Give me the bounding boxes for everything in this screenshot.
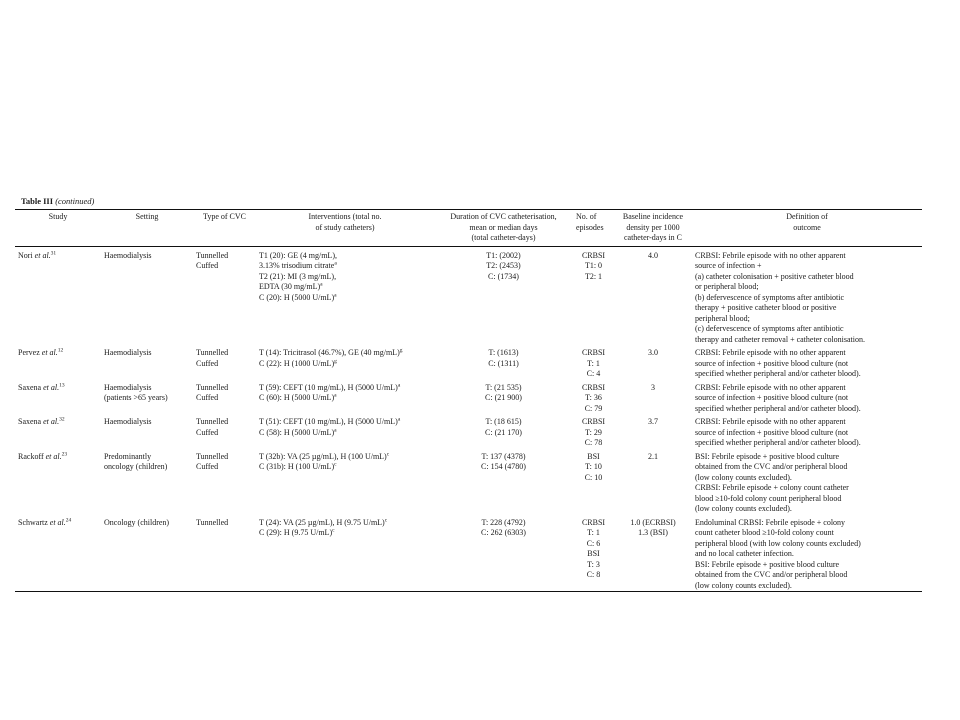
study-ref: 24: [65, 516, 72, 523]
header-line: density per 1000: [626, 222, 680, 232]
cell-setting: [101, 515, 193, 592]
intervention-text: C (58): H (5000 U/mL): [259, 427, 335, 437]
cell-duration: [434, 414, 573, 449]
footnote-mark: c: [334, 461, 337, 468]
cvc-line: Cuffed: [196, 261, 219, 270]
definition-line: CRBSI: Febrile episode with no other apparent: [695, 250, 846, 260]
intervention-text: C (31b): H (100 U/mL): [259, 462, 335, 471]
definition-line: peripheral blood;: [695, 313, 750, 323]
table-row: [15, 380, 922, 415]
cell-definition: [692, 414, 922, 449]
intervention-text: C (20): H (5000 U/mL): [259, 292, 335, 302]
cell-cvc-type: [193, 345, 256, 380]
cell-interventions: [256, 246, 434, 345]
episode-line: T: 10: [585, 462, 602, 471]
cell-cvc-type: [193, 515, 256, 592]
study-author: Saxena: [18, 382, 42, 392]
table-row: [15, 246, 922, 345]
cell-interventions: [256, 345, 434, 380]
footnote-mark: a: [320, 281, 323, 288]
intervention-line: [259, 528, 431, 539]
footnote-mark: c: [384, 516, 388, 523]
episode-line: CRBSI: [581, 517, 606, 527]
episode-line: C: 8: [586, 570, 601, 579]
intervention-text: C (60): H (5000 U/mL): [259, 393, 335, 402]
study-author: Saxena: [18, 417, 42, 426]
cell-cvc-type: [193, 380, 256, 415]
header-line: Interventions (total no.: [308, 212, 382, 221]
definition-line: (a) catheter colonisation + positive catheter blood: [695, 271, 854, 281]
cell-duration: [434, 515, 573, 592]
cell-baseline: [614, 246, 692, 345]
intervention-line: [259, 393, 431, 404]
cell-cvc-type: [193, 449, 256, 515]
cell-episodes: [573, 345, 614, 380]
footnote-mark: a: [334, 392, 337, 399]
definition-line: therapy and catheter removal + catheter colonisation.: [695, 334, 865, 344]
intervention-text: 3.13% trisodium citrate: [259, 261, 335, 270]
intervention-line: [259, 348, 431, 359]
intervention-line: [259, 293, 431, 304]
intervention-text: T (24): VA (25 µg/mL), H (9.75 U/mL): [259, 517, 385, 527]
episode-line: BSI: [587, 549, 600, 558]
duration-line: T: (1613): [488, 348, 519, 357]
episode-line: CRBSI: [581, 250, 606, 260]
duration-line: T1: (2002): [486, 250, 521, 260]
episode-line: C: 4: [586, 369, 601, 378]
episode-line: C: 6: [586, 538, 601, 548]
study-etal: et al.: [43, 417, 60, 426]
footnote-mark: a: [397, 381, 401, 388]
cell-study: [15, 380, 101, 415]
baseline-line: 1.3 (BSI): [638, 528, 668, 537]
cvc-line: Tunnelled: [196, 348, 229, 357]
baseline-line: 4.0: [648, 250, 658, 260]
header-line: Definition of: [786, 212, 828, 221]
table-row: [15, 345, 922, 380]
definition-line: (low colony counts excluded).: [695, 472, 792, 482]
intervention-line: [259, 462, 431, 473]
intervention-line: [259, 518, 431, 529]
intervention-line: [259, 359, 431, 370]
cell-interventions: [256, 380, 434, 415]
definition-line: Endoluminal CRBSI: Febrile episode + colony: [695, 517, 846, 527]
table-continued-note: (continued): [55, 196, 95, 206]
baseline-line: 2.1: [648, 451, 658, 461]
definition-line: source of infection + positive blood culture (not: [695, 358, 849, 368]
study-author: Pervez: [18, 348, 40, 357]
cell-baseline: [614, 515, 692, 592]
study-etal: et al.: [45, 451, 62, 461]
episode-line: T2: 1: [584, 271, 603, 281]
table-body: [15, 246, 922, 592]
cvc-line: Cuffed: [196, 393, 219, 402]
table-caption: [21, 196, 94, 206]
intervention-line: [259, 428, 431, 439]
definition-line: peripheral blood (with low colony counts excluded): [695, 538, 861, 548]
cell-baseline: [614, 380, 692, 415]
cell-setting: [101, 246, 193, 345]
baseline-line: 3: [651, 382, 655, 392]
header-line: (total catheter-days): [471, 233, 536, 242]
cvc-line: Tunnelled: [196, 250, 229, 260]
intervention-line: [259, 452, 431, 463]
definition-line: count catheter blood ≥10-fold colony count: [695, 528, 834, 537]
header-line: catheter-days in C: [623, 233, 683, 242]
setting-line: Oncology (children): [104, 517, 170, 527]
header-line: of study catheters): [315, 222, 375, 232]
intervention-text: T (32b): VA (25 µg/mL), H (100 U/mL): [259, 451, 387, 461]
cell-study: [15, 345, 101, 380]
study-ref: 23: [61, 450, 68, 457]
setting-line: Haemodialysis: [104, 250, 152, 260]
definition-line: (c) defervescence of symptoms after antibiotic: [695, 324, 844, 333]
cell-setting: [101, 414, 193, 449]
setting-line: Haemodialysis: [104, 382, 152, 392]
intervention-line: [259, 383, 431, 394]
header-line: No. of: [576, 212, 597, 221]
episode-line: T: 3: [587, 559, 600, 569]
episode-line: T: 36: [585, 393, 602, 402]
footnote-mark: a: [334, 291, 337, 298]
definition-line: source of infection +: [695, 261, 762, 270]
cell-duration: [434, 246, 573, 345]
cell-baseline: [614, 345, 692, 380]
cell-episodes: [573, 414, 614, 449]
definition-line: CRBSI: Febrile episode + colony count catheter: [695, 483, 849, 492]
episode-line: C: 79: [584, 403, 603, 413]
episode-line: T: 1: [587, 358, 600, 368]
definition-line: BSI: Febrile episode + positive blood culture: [695, 559, 840, 569]
intervention-text: T (51): CEFT (10 mg/mL), H (5000 U/mL): [259, 417, 398, 426]
footnote-mark: g: [334, 357, 337, 364]
intervention-text: T1 (20): GE (4 mg/mL),: [259, 250, 337, 260]
cvc-line: Cuffed: [196, 358, 219, 368]
header-study: Study: [48, 212, 68, 221]
header-line: episodes: [576, 222, 604, 232]
study-author: Rackoff: [18, 451, 44, 461]
duration-line: C: (21 170): [485, 427, 522, 437]
header-interventions: [256, 210, 434, 247]
cell-baseline: [614, 449, 692, 515]
cell-definition: [692, 380, 922, 415]
cvc-line: Tunnelled: [196, 417, 229, 426]
baseline-line: 3.7: [648, 417, 658, 426]
duration-line: T: 228 (4792): [481, 517, 526, 527]
duration-line: T: (21 535): [485, 382, 522, 392]
intervention-text: T (59): CEFT (10 mg/mL), H (5000 U/mL): [259, 382, 398, 392]
cell-cvc-type: [193, 414, 256, 449]
study-etal: et al.: [34, 250, 51, 260]
duration-line: C: 154 (4780): [481, 462, 526, 471]
definition-line: (b) defervescence of symptoms after antibiotic: [695, 292, 845, 302]
intervention-text: EDTA (30 mg/mL): [259, 282, 321, 291]
definition-line: therapy + positive catheter blood or positive: [695, 303, 837, 312]
intervention-text: T2 (21): MI (3 mg/mL),: [259, 271, 337, 281]
intervention-line: [259, 272, 431, 283]
cvc-line: Cuffed: [196, 427, 219, 437]
header-row: [15, 210, 922, 247]
footnote-mark: c: [386, 450, 390, 457]
cell-study: [15, 449, 101, 515]
cell-setting: [101, 345, 193, 380]
episode-line: CRBSI: [581, 417, 606, 426]
footnote-mark: c: [332, 527, 335, 534]
cell-interventions: [256, 414, 434, 449]
intervention-line: [259, 251, 431, 262]
cell-episodes: [573, 380, 614, 415]
duration-line: C: (21 900): [485, 393, 522, 402]
intervention-line: [259, 417, 431, 428]
cvc-line: Tunnelled: [196, 451, 229, 461]
header-definition: [692, 210, 922, 247]
intervention-text: C (22): H (1000 U/mL): [259, 358, 335, 368]
header-setting: Setting: [135, 212, 159, 221]
study-author: Nori: [18, 250, 33, 260]
episode-line: T1: 0: [584, 261, 603, 270]
definition-line: CRBSI: Febrile episode with no other apparent: [695, 417, 846, 426]
baseline-line: 3.0: [648, 348, 658, 357]
header-episodes: [573, 210, 614, 247]
table-label: Table III: [21, 196, 54, 206]
study-ref: 31: [50, 249, 57, 256]
definition-line: (low colony counts excluded).: [695, 504, 792, 513]
cell-episodes: [573, 246, 614, 345]
episode-line: C: 78: [584, 438, 603, 447]
definition-line: specified whether peripheral and/or catheter blood).: [695, 438, 861, 447]
definition-line: (low colony counts excluded).: [695, 580, 792, 590]
header-duration: [434, 210, 573, 247]
definition-line: specified whether peripheral and/or catheter blood).: [695, 403, 861, 413]
baseline-line: 1.0 (ECRBSI): [630, 517, 676, 527]
header-line: outcome: [793, 222, 821, 232]
footnote-mark: a: [334, 426, 337, 433]
episode-line: BSI: [587, 451, 600, 461]
cell-study: [15, 515, 101, 592]
header-line: Duration of CVC catheterisation,: [450, 212, 557, 221]
cvc-line: Tunnelled: [196, 382, 229, 392]
study-etal: et al.: [41, 348, 58, 357]
episode-line: CRBSI: [581, 382, 606, 392]
cell-definition: [692, 515, 922, 592]
definition-line: specified whether peripheral and/or catheter blood).: [695, 369, 861, 378]
cell-definition: [692, 246, 922, 345]
cvc-line: Cuffed: [196, 462, 219, 471]
cell-baseline: [614, 414, 692, 449]
duration-line: T: (18 615): [485, 417, 522, 426]
table-row: [15, 449, 922, 515]
study-ref: 32: [59, 416, 65, 423]
cell-interventions: [256, 449, 434, 515]
definition-line: obtained from the CVC and/or peripheral blood: [695, 570, 848, 579]
duration-line: T: 137 (4378): [481, 451, 526, 461]
cell-study: [15, 414, 101, 449]
header-line: mean or median days: [469, 222, 538, 232]
intervention-line: [259, 282, 431, 293]
episode-line: CRBSI: [581, 348, 606, 357]
footnote-mark: a: [397, 416, 401, 423]
duration-line: C: (1311): [488, 358, 519, 368]
study-etal: et al.: [49, 517, 66, 527]
cell-cvc-type: [193, 246, 256, 345]
definition-line: source of infection + positive blood culture (not: [695, 427, 849, 437]
intervention-line: [259, 261, 431, 272]
setting-line: Predominantly: [104, 451, 152, 461]
duration-line: C: (1734): [488, 271, 519, 281]
definition-line: obtained from the CVC and/or peripheral blood: [695, 462, 848, 471]
definition-line: and no local catheter infection.: [695, 549, 794, 558]
data-table: [15, 209, 922, 592]
definition-line: BSI: Febrile episode + positive blood culture: [695, 451, 840, 461]
intervention-text: T (14): Tricitrasol (46.7%), GE (40 mg/mL): [259, 348, 400, 357]
cell-setting: [101, 449, 193, 515]
footnote-mark: a: [334, 260, 337, 267]
episode-line: C: 10: [584, 472, 603, 482]
setting-line: Haemodialysis: [104, 417, 152, 426]
cell-setting: [101, 380, 193, 415]
cvc-line: Tunnelled: [196, 517, 229, 527]
study-author: Schwartz: [18, 517, 48, 527]
header-line: Baseline incidence: [622, 212, 684, 221]
episode-line: T: 1: [587, 528, 600, 537]
definition-line: or peripheral blood;: [695, 282, 759, 291]
study-etal: et al.: [43, 382, 60, 392]
cell-definition: [692, 449, 922, 515]
definition-line: CRBSI: Febrile episode with no other apparent: [695, 382, 846, 392]
cell-definition: [692, 345, 922, 380]
cell-episodes: [573, 449, 614, 515]
setting-line: (patients >65 years): [104, 393, 168, 402]
duration-line: T2: (2453): [486, 261, 521, 270]
cell-duration: [434, 345, 573, 380]
cell-interventions: [256, 515, 434, 592]
setting-line: oncology (children): [104, 462, 168, 471]
definition-line: CRBSI: Febrile episode with no other apparent: [695, 348, 846, 357]
duration-line: C: 262 (6303): [481, 528, 526, 537]
definition-line: blood ≥10-fold colony count peripheral blood: [695, 493, 842, 503]
footnote-mark: g: [399, 347, 403, 354]
study-ref: 13: [59, 381, 65, 388]
cell-duration: [434, 449, 573, 515]
study-ref: 12: [57, 347, 64, 354]
setting-line: Haemodialysis: [104, 348, 152, 357]
episode-line: T: 29: [585, 427, 602, 437]
header-baseline: [614, 210, 692, 247]
table-row: [15, 515, 922, 592]
table-row: [15, 414, 922, 449]
cell-duration: [434, 380, 573, 415]
cell-episodes: [573, 515, 614, 592]
definition-line: source of infection + positive blood culture (not: [695, 393, 849, 402]
header-cvc-type: Type of CVC: [203, 212, 246, 221]
intervention-text: C (29): H (9.75 U/mL): [259, 528, 333, 537]
cell-study: [15, 246, 101, 345]
